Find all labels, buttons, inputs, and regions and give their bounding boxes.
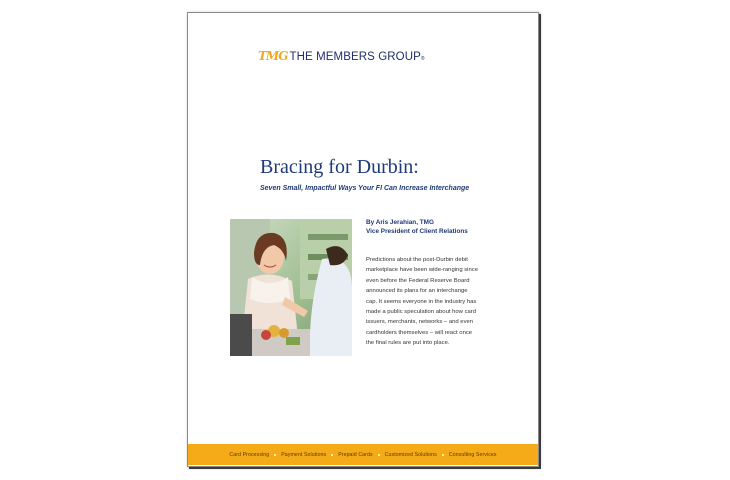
document-subtitle: Seven Small, Impactful Ways Your FI Can Increase Interchange <box>260 185 470 192</box>
author-role: Vice President of Client Relations <box>366 228 468 235</box>
body-line: cardholders themselves – will react once <box>366 329 473 336</box>
document-page <box>187 12 539 467</box>
footer-services-bar <box>188 444 538 465</box>
author-name: By Aris Jerahian, TMG <box>366 219 434 226</box>
body-line: the final rules are put into place. <box>366 340 450 347</box>
body-line: Predictions about the post-Durbin debit <box>366 257 468 263</box>
footer-separator <box>442 454 444 456</box>
company-logo <box>258 49 425 63</box>
document-title: Bracing for Durbin: <box>260 156 419 178</box>
byline <box>366 218 468 236</box>
body-line: announced its plans for an interchange <box>366 288 468 295</box>
logo-text: THE MEMBERS GROUP <box>289 51 421 63</box>
registered-mark: ® <box>420 56 425 62</box>
footer-item-payment-solutions: Payment Solutions <box>281 451 327 458</box>
body-line: issuers, merchants, networks – and even <box>366 319 474 326</box>
footer-separator <box>331 454 333 456</box>
checkout-photo <box>230 219 352 356</box>
footer-separator <box>274 454 276 456</box>
footer-separator <box>378 454 380 456</box>
footer-item-consulting-services: Consulting Services <box>448 451 497 458</box>
body-line: made a public speculation about how card <box>366 309 477 316</box>
footer-item-customized-solutions: Customized Solutions <box>384 451 437 458</box>
body-line: cap. It seems everyone in the industry has <box>366 298 477 305</box>
body-paragraph <box>366 255 494 349</box>
logo-mark: TMG <box>258 49 288 63</box>
body-line: even before the Federal Reserve Board <box>366 277 470 284</box>
body-line: marketplace have been wide-ranging since <box>366 267 478 274</box>
footer-item-card-processing: Card Processing <box>229 451 270 458</box>
footer-item-prepaid-cards: Prepaid Cards <box>338 451 373 458</box>
